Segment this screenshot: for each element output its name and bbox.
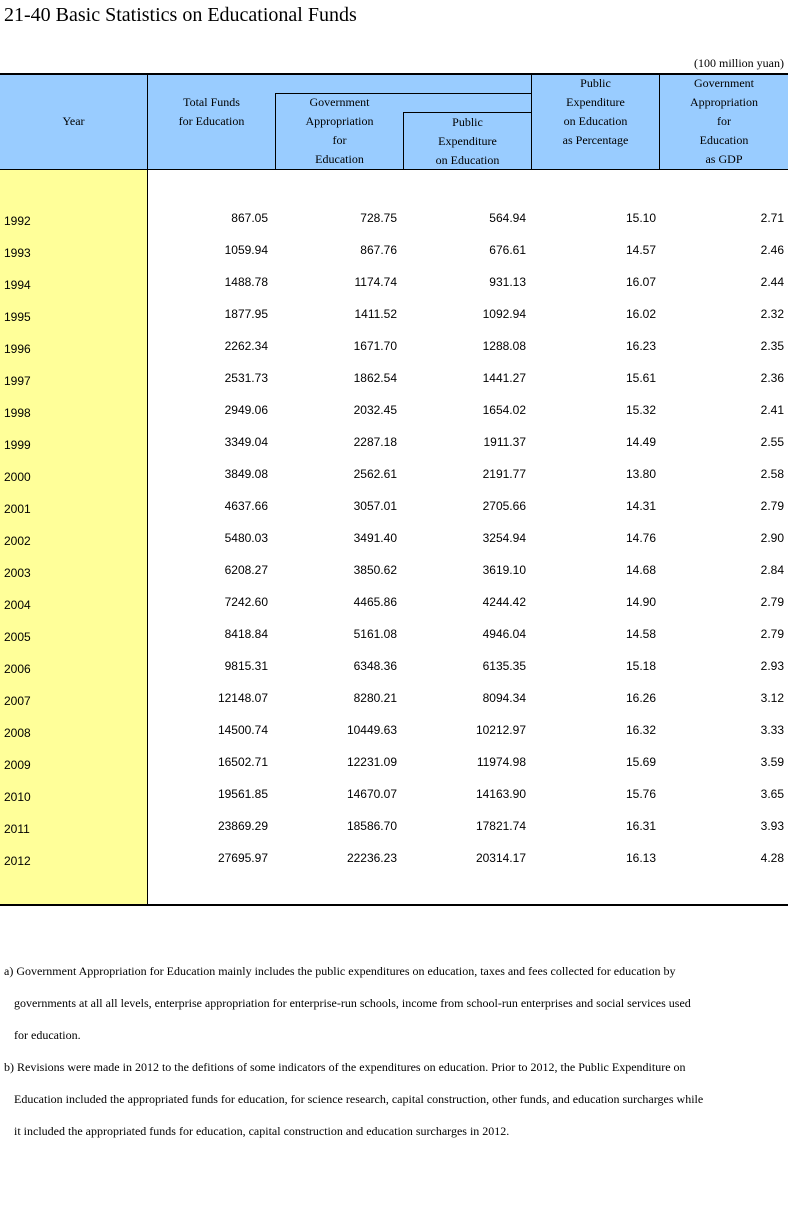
- public-expenditure-cell: 6135.35: [482, 659, 526, 673]
- footnote-b-line-2: Education included the appropriated funds for education, for science research, capital construction, other funds, and education surcharges while: [14, 1092, 704, 1106]
- total-funds-cell: 2531.73: [224, 371, 268, 385]
- table-row: [0, 529, 788, 561]
- year-cell: 1996: [4, 342, 31, 356]
- table-row: [0, 849, 788, 881]
- percentage-cell: 16.07: [625, 275, 656, 289]
- total-funds-cell: 2949.06: [224, 403, 268, 417]
- table-row: [0, 785, 788, 817]
- year-cell: 2010: [4, 790, 31, 804]
- public-expenditure-cell: 676.61: [489, 243, 526, 257]
- gdp-cell: 3.33: [760, 723, 784, 737]
- public-expenditure-cell: 1092.94: [482, 307, 526, 321]
- public-expenditure-cell: 564.94: [489, 211, 526, 225]
- gov-appropriation-cell: 6348.36: [353, 659, 397, 673]
- public-expenditure-cell: 4244.42: [482, 595, 526, 609]
- total-funds-cell: 8418.84: [224, 627, 268, 641]
- gov-appropriation-cell: 4465.86: [353, 595, 397, 609]
- year-cell: 2005: [4, 630, 31, 644]
- year-cell: 2008: [4, 726, 31, 740]
- percentage-cell: 14.31: [625, 499, 656, 513]
- total-funds-cell: 14500.74: [217, 723, 268, 737]
- gov-appropriation-cell: 1174.74: [354, 275, 397, 289]
- total-funds-cell: 16502.71: [217, 755, 268, 769]
- year-cell: 2007: [4, 694, 31, 708]
- percentage-cell: 16.31: [625, 819, 656, 833]
- percentage-cell: 15.10: [625, 211, 656, 225]
- gdp-cell: 4.28: [760, 851, 784, 865]
- percentage-cell: 15.76: [625, 787, 656, 801]
- percentage-cell: 14.90: [625, 595, 656, 609]
- gov-appropriation-cell: 22236.23: [346, 851, 397, 865]
- gov-appropriation-cell: 5161.08: [353, 627, 397, 641]
- public-expenditure-cell: 20314.17: [475, 851, 526, 865]
- unit-label: (100 million yuan): [694, 56, 784, 70]
- public-expenditure-cell: 1441.27: [482, 371, 526, 385]
- public-expenditure-cell: 8094.34: [482, 691, 526, 705]
- footnote-a-line-3: for education.: [14, 1028, 81, 1042]
- total-funds-cell: 3849.08: [224, 467, 268, 481]
- year-cell: 1995: [4, 310, 31, 324]
- gdp-cell: 3.93: [760, 819, 784, 833]
- percentage-cell: 15.18: [625, 659, 656, 673]
- footnote-b-line-3: it included the appropriated funds for education, capital construction and education surcharges in 2012.: [14, 1124, 510, 1138]
- percentage-cell: 16.23: [625, 339, 656, 353]
- percentage-cell: 16.32: [625, 723, 656, 737]
- gdp-cell: 2.79: [760, 627, 784, 641]
- total-funds-cell: 1059.94: [224, 243, 268, 257]
- total-funds-cell: 4637.66: [224, 499, 268, 513]
- table-row: [0, 433, 788, 465]
- year-cell: 2011: [4, 822, 30, 836]
- gov-appropriation-cell: 2562.61: [353, 467, 397, 481]
- year-cell: 2003: [4, 566, 31, 580]
- table-row: [0, 721, 788, 753]
- gdp-cell: 3.65: [760, 787, 784, 801]
- gov-appropriation-cell: 12231.09: [346, 755, 397, 769]
- table-row: [0, 337, 788, 369]
- year-cell: 2004: [4, 598, 31, 612]
- table-row: [0, 369, 788, 401]
- gov-appropriation-cell: 10449.63: [346, 723, 397, 737]
- year-cell: 2002: [4, 534, 31, 548]
- gov-appropriation-cell: 2032.45: [353, 403, 397, 417]
- public-expenditure-cell: 1288.08: [482, 339, 526, 353]
- total-funds-cell: 3349.04: [224, 435, 268, 449]
- year-cell: 2000: [4, 470, 31, 484]
- gdp-cell: 2.84: [760, 563, 784, 577]
- header-year: Year: [62, 114, 85, 128]
- gdp-cell: 2.46: [760, 243, 784, 257]
- public-expenditure-cell: 1911.37: [483, 435, 526, 449]
- public-expenditure-cell: 2191.77: [482, 467, 526, 481]
- gdp-cell: 2.71: [760, 211, 784, 225]
- percentage-cell: 14.57: [625, 243, 656, 257]
- total-funds-cell: 19561.85: [217, 787, 268, 801]
- table-row: [0, 593, 788, 625]
- gov-appropriation-cell: 8280.21: [353, 691, 397, 705]
- footnotes: [4, 955, 784, 1147]
- gdp-cell: 2.55: [760, 435, 784, 449]
- gov-appropriation-cell: 1411.52: [354, 307, 397, 321]
- year-cell: 1998: [4, 406, 31, 420]
- gov-appropriation-cell: 3491.40: [353, 531, 397, 545]
- table-row: [0, 657, 788, 689]
- table-row: [0, 209, 788, 241]
- gdp-cell: 2.58: [760, 467, 784, 481]
- gdp-cell: 3.12: [760, 691, 784, 705]
- year-cell: 2001: [4, 502, 31, 516]
- total-funds-cell: 1877.95: [224, 307, 268, 321]
- page-title: 21-40 Basic Statistics on Educational Funds: [4, 4, 357, 26]
- header-government-appropriation: Government Appropriation for Education: [305, 95, 374, 166]
- percentage-cell: 16.13: [625, 851, 656, 865]
- gov-appropriation-cell: 867.76: [360, 243, 397, 257]
- year-cell: 2009: [4, 758, 31, 772]
- public-expenditure-cell: 3254.94: [482, 531, 526, 545]
- gov-appropriation-cell: 728.75: [360, 211, 397, 225]
- percentage-cell: 15.32: [625, 403, 656, 417]
- header-gdp: Government Appropriation for Education as GDP: [690, 76, 758, 166]
- gov-appropriation-cell: 2287.18: [353, 435, 397, 449]
- total-funds-cell: 6208.27: [224, 563, 268, 577]
- gov-appropriation-cell: 1862.54: [353, 371, 397, 385]
- total-funds-cell: 2262.34: [224, 339, 268, 353]
- table-row: [0, 817, 788, 849]
- gdp-cell: 2.36: [760, 371, 784, 385]
- table-row: [0, 401, 788, 433]
- footnote-b-line-1: b) Revisions were made in 2012 to the defitions of some indicators of the expenditures on education. Prior to 2012, the Public Expenditure on: [4, 1060, 686, 1074]
- total-funds-cell: 7242.60: [224, 595, 268, 609]
- gdp-cell: 2.32: [760, 307, 784, 321]
- gdp-cell: 2.79: [760, 499, 784, 513]
- total-funds-cell: 9815.31: [224, 659, 268, 673]
- footnote-a-line-1: a) Government Appropriation for Education mainly includes the public expenditures on education, taxes and fees collected for education by: [4, 964, 676, 978]
- year-cell: 1997: [4, 374, 31, 388]
- year-cell: 2006: [4, 662, 31, 676]
- header-total-funds: Total Funds for Education: [178, 95, 245, 128]
- gov-appropriation-cell: 18586.70: [346, 819, 397, 833]
- gdp-cell: 2.79: [760, 595, 784, 609]
- year-cell: 1992: [4, 214, 31, 228]
- gov-appropriation-cell: 14670.07: [346, 787, 397, 801]
- total-funds-cell: 23869.29: [217, 819, 268, 833]
- percentage-cell: 14.49: [625, 435, 656, 449]
- public-expenditure-cell: 10212.97: [475, 723, 526, 737]
- percentage-cell: 15.61: [625, 371, 656, 385]
- public-expenditure-cell: 931.13: [489, 275, 526, 289]
- total-funds-cell: 867.05: [231, 211, 268, 225]
- statistics-table: [0, 73, 788, 905]
- percentage-cell: 16.26: [625, 691, 656, 705]
- table-body: [0, 209, 788, 881]
- public-expenditure-cell: 1654.02: [482, 403, 526, 417]
- header-public-expenditure: Public Expenditure on Education: [435, 115, 500, 167]
- total-funds-cell: 27695.97: [217, 851, 268, 865]
- gdp-cell: 2.35: [760, 339, 784, 353]
- year-cell: 1993: [4, 246, 31, 260]
- header-bottom-border: [0, 169, 788, 170]
- gdp-cell: 2.90: [760, 531, 784, 545]
- footnote-a-line-2: governments at all all levels, enterprise appropriation for enterprise-run schools, income from school-run enterprises and social services used: [14, 996, 691, 1010]
- table-bottom-border: [0, 904, 788, 906]
- gdp-cell: 3.59: [760, 755, 784, 769]
- table-row: [0, 465, 788, 497]
- gdp-cell: 2.41: [760, 403, 784, 417]
- percentage-cell: 14.58: [625, 627, 656, 641]
- year-cell: 1994: [4, 278, 31, 292]
- table-row: [0, 241, 788, 273]
- public-expenditure-cell: 2705.66: [482, 499, 526, 513]
- total-funds-cell: 12148.07: [217, 691, 268, 705]
- year-cell: 2012: [4, 854, 31, 868]
- table-row: [0, 273, 788, 305]
- public-expenditure-cell: 4946.04: [482, 627, 526, 641]
- year-cell: 1999: [4, 438, 31, 452]
- percentage-cell: 14.76: [625, 531, 656, 545]
- table-row: [0, 305, 788, 337]
- table-row: [0, 625, 788, 657]
- gov-appropriation-cell: 3057.01: [353, 499, 397, 513]
- public-expenditure-cell: 14163.90: [475, 787, 526, 801]
- public-expenditure-cell: 17821.74: [475, 819, 526, 833]
- percentage-cell: 16.02: [625, 307, 656, 321]
- percentage-cell: 13.80: [625, 467, 656, 481]
- table-row: [0, 689, 788, 721]
- table-row: [0, 753, 788, 785]
- gdp-cell: 2.93: [760, 659, 784, 673]
- table-row: [0, 497, 788, 529]
- gov-appropriation-cell: 1671.70: [353, 339, 397, 353]
- total-funds-cell: 5480.03: [224, 531, 268, 545]
- public-expenditure-cell: 11974.98: [476, 755, 526, 769]
- percentage-cell: 14.68: [625, 563, 656, 577]
- table-row: [0, 561, 788, 593]
- percentage-cell: 15.69: [625, 755, 656, 769]
- public-expenditure-cell: 3619.10: [482, 563, 526, 577]
- total-funds-cell: 1488.78: [224, 275, 268, 289]
- gdp-cell: 2.44: [760, 275, 784, 289]
- header-percentage: Public Expenditure on Education as Percentage: [562, 76, 629, 147]
- gov-appropriation-cell: 3850.62: [353, 563, 397, 577]
